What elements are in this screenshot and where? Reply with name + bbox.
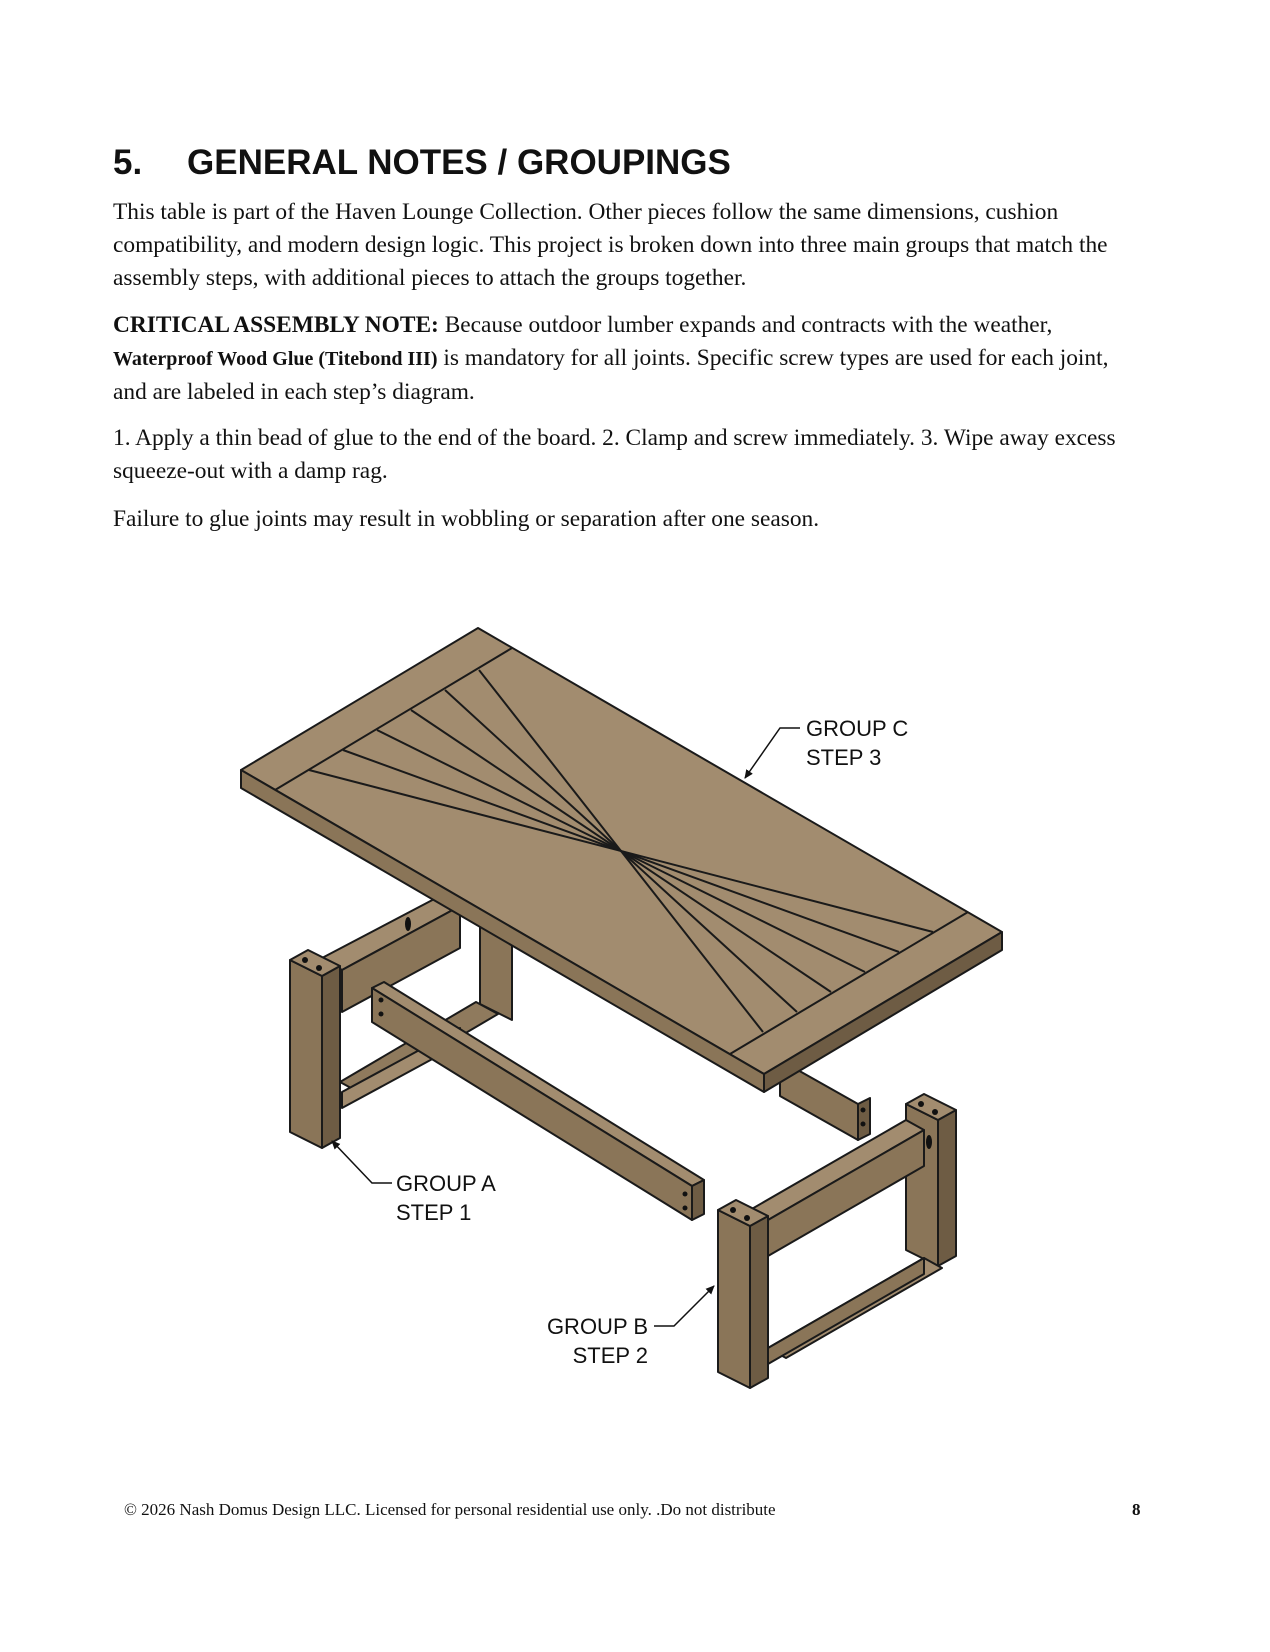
page-number: 8: [1132, 1500, 1141, 1519]
critical-note-label: CRITICAL ASSEMBLY NOTE:: [113, 312, 439, 338]
screw-hole: [744, 1215, 750, 1221]
group-b-front-post-side: [750, 1216, 768, 1388]
screw-hole: [316, 965, 322, 971]
screw-hole: [302, 957, 308, 963]
screw-hole: [861, 1122, 866, 1127]
screw-hole: [861, 1108, 866, 1113]
callout-group-a: [332, 1141, 496, 1225]
callout-group-b-line1: GROUP B: [546, 1314, 648, 1339]
copyright-footer: © 2026 Nash Domus Design LLC. Licensed for personal residential use only. .Do not distribute: [124, 1500, 776, 1519]
glue-steps-paragraph: 1. Apply a thin bead of glue to the end of the board. 2. Clamp and screw immediately. 3. Wipe away excess squeeze-out with a damp rag.: [113, 425, 1116, 484]
group-b-frame: [718, 1094, 956, 1388]
group-c-tabletop: [241, 628, 1002, 1092]
group-a-front-post-side: [322, 966, 340, 1148]
callout-group-a-line2: STEP 1: [396, 1200, 472, 1225]
screw-hole: [683, 1192, 688, 1197]
screw-hole: [379, 998, 384, 1003]
screw-hole: [918, 1101, 924, 1107]
callout-group-a-line1: GROUP A: [396, 1171, 496, 1196]
support-beam-end: [858, 1098, 870, 1140]
glue-product-name: Waterproof Wood Glue (Titebond III): [113, 348, 438, 370]
screw-hole: [730, 1207, 736, 1213]
callout-group-b-line2: STEP 2: [572, 1343, 648, 1368]
critical-note-text-a: Because outdoor lumber expands and contracts with the weather,: [438, 312, 1053, 338]
callout-group-b: [547, 1286, 714, 1368]
group-b-back-post-side: [938, 1110, 956, 1266]
pocket-hole: [926, 1135, 932, 1149]
callout-group-c-line1: GROUP C: [806, 716, 909, 741]
group-b-front-post-face: [718, 1210, 750, 1388]
section-title: GENERAL NOTES / GROUPINGS: [187, 143, 731, 182]
callout-leader-b: [654, 1286, 714, 1326]
section-number: 5.: [113, 143, 143, 182]
pocket-hole: [405, 917, 411, 931]
callout-group-c: [745, 716, 908, 778]
stretcher-rail-end: [692, 1180, 704, 1220]
callout-group-c-line2: STEP 3: [806, 745, 882, 770]
screw-hole: [379, 1012, 384, 1017]
warning-paragraph: Failure to glue joints may result in wobbling or separation after one season.: [113, 506, 820, 532]
group-a-front-post-face: [290, 960, 322, 1148]
group-b-bottom-rail-side: [768, 1258, 924, 1364]
intro-paragraph: This table is part of the Haven Lounge Collection. Other pieces follow the same dimensions, cushion compatibility, and modern design logic. This project is broken down into three main groups that match the assembly steps, with additional pieces to attach the groups together.: [113, 199, 1108, 291]
callout-leader-a: [332, 1141, 392, 1183]
screw-hole: [932, 1109, 938, 1115]
screw-hole: [683, 1206, 688, 1211]
callout-leader-c: [745, 728, 800, 778]
critical-note-text-b: is mandatory for all joints. Specific screw types are used for each joint, and are labeled in each step’s diagram.: [113, 345, 1109, 405]
